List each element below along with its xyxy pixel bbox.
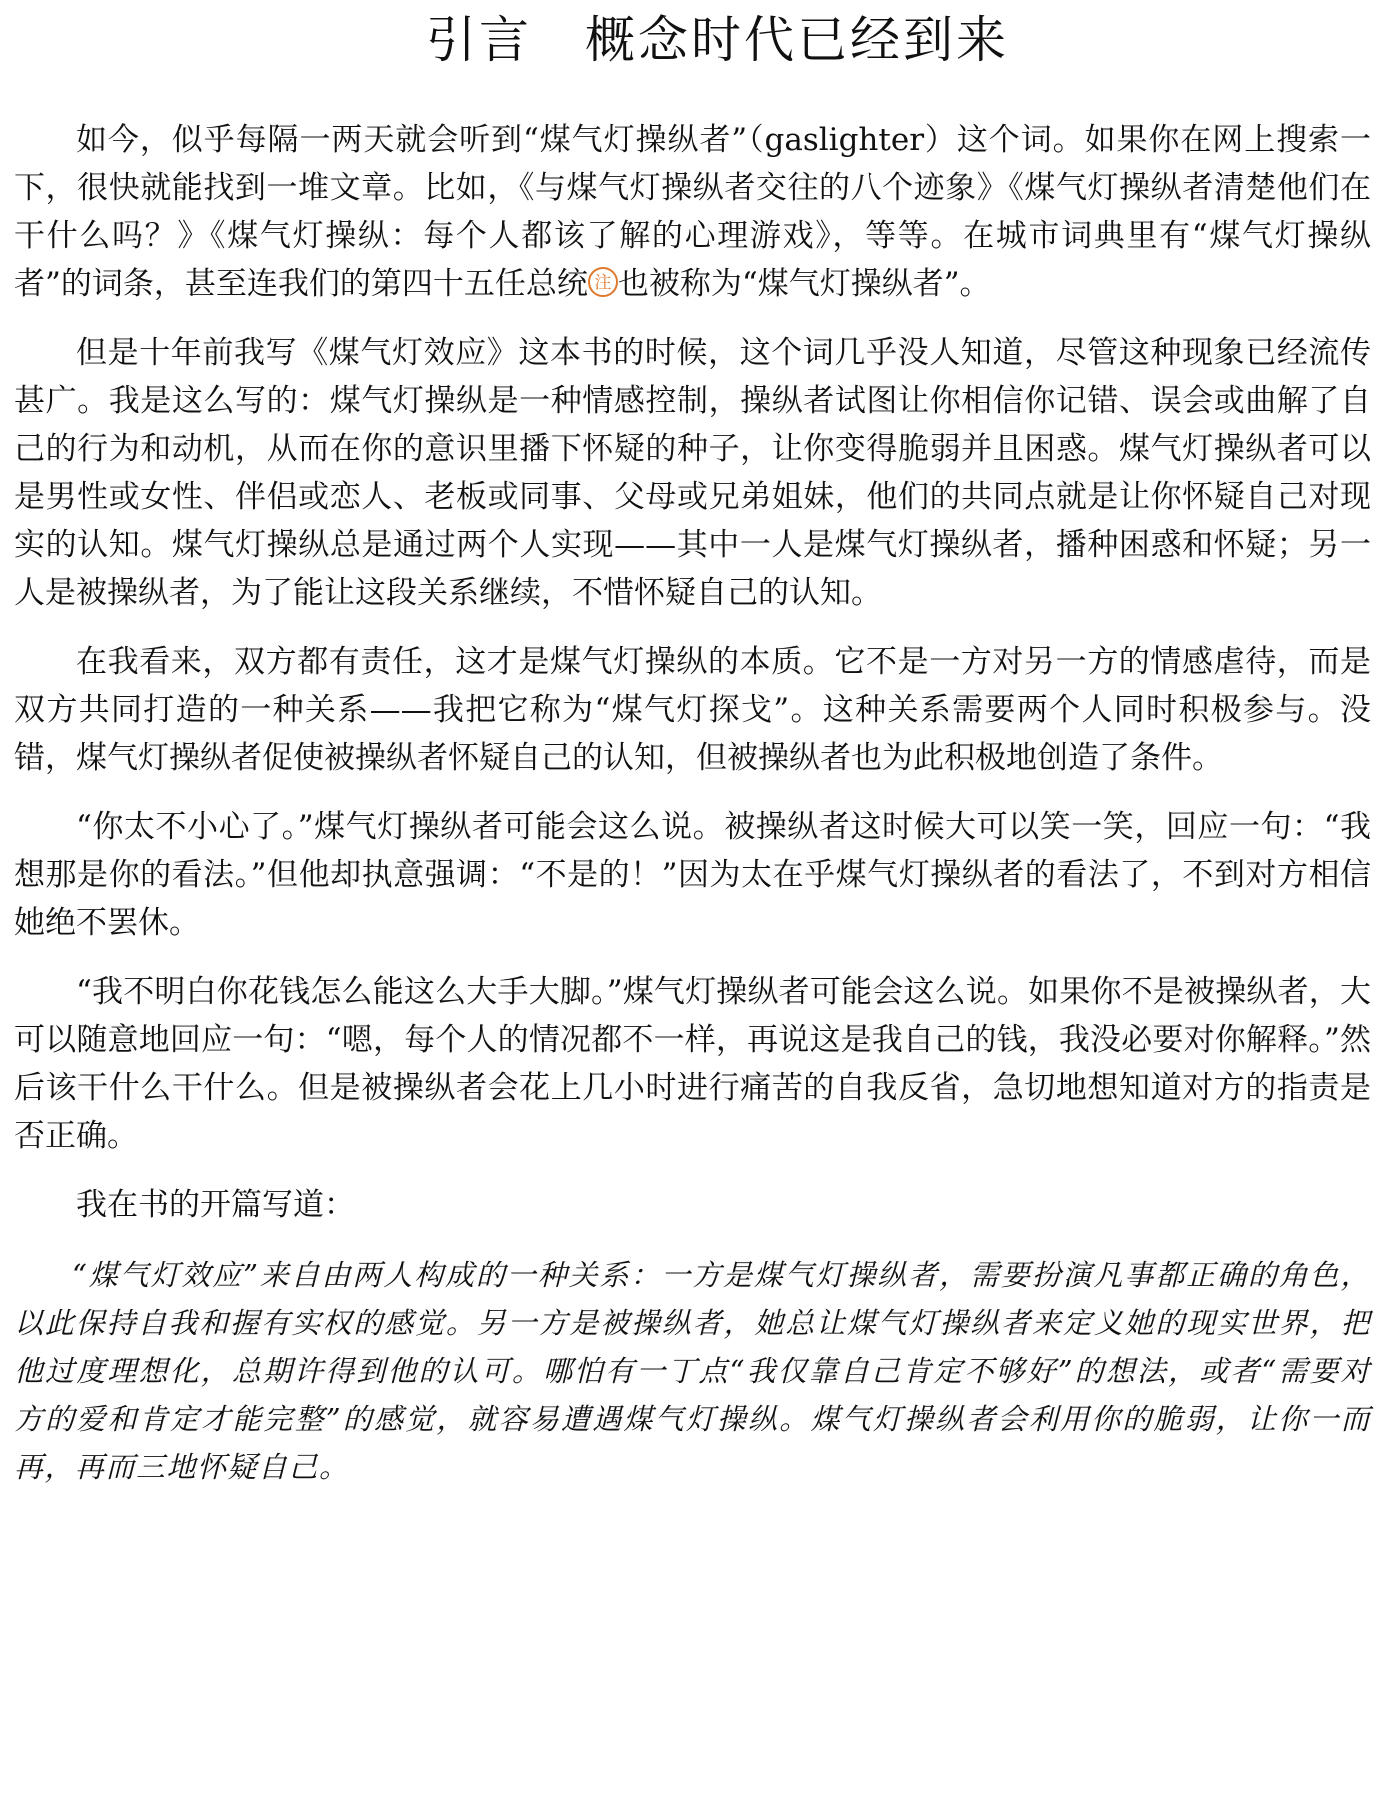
block-quote: “煤气灯效应”来自由两人构成的一种关系：一方是煤气灯操纵者，需要扮演凡事都正确的角色，以此保持自我和握有实权的感觉。另一方是被操纵者，她总让煤气灯操纵者来定义她的现实世界，把他过度理想化，总期许得到他的认可。哪怕有一丁点“我仅靠自己肯定不够好”的想法，或者“需要对方的爱和肯定才能完整”的感觉，就容易遭遇煤气灯操纵。煤气灯操纵者会利用你的脆弱，让你一而再，再而三地怀疑自己。 xyxy=(14,1258,1371,1484)
paragraph-1-text-before-note: 如今，似乎每隔一两天就会听到“煤气灯操纵者”（gaslighter）这个词。如果你在网上搜索一下，很快就能找到一堆文章。比如，《与煤气灯操纵者交往的八个迹象》《煤气灯操纵者清楚他们在干什么吗？》《煤气灯操纵：每个人都该了解的心理游戏》，等等。在城市词典里有“煤气灯操纵者”的词条，甚至连我们的第四十五任总统 xyxy=(14,122,1371,302)
paragraph-4: “你太不小心了。”煤气灯操纵者可能会这么说。被操纵者这时候大可以笑一笑，回应一句：“我想那是你的看法。”但他却执意强调：“不是的！”因为太在乎煤气灯操纵者的看法了，不到对方相信她绝不罢休。 xyxy=(14,809,1371,941)
paragraph-5: “我不明白你花钱怎么能这么大手大脚。”煤气灯操纵者可能会这么说。如果你不是被操纵者，大可以随意地回应一句：“嗯，每个人的情况都不一样，再说这是我自己的钱，我没必要对你解释。”然后该干什么干什么。但是被操纵者会花上几小时进行痛苦的自我反省，急切地想知道对方的指责是否正确。 xyxy=(14,974,1371,1154)
paragraph-2: 但是十年前我写《煤气灯效应》这本书的时候，这个词几乎没人知道，尽管这种现象已经流传甚广。我是这么写的：煤气灯操纵是一种情感控制，操纵者试图让你相信你记错、误会或曲解了自己的行为和动机，从而在你的意识里播下怀疑的种子，让你变得脆弱并且困惑。煤气灯操纵者可以是男性或女性、伴侣或恋人、老板或同事、父母或兄弟姐妹，他们的共同点就是让你怀疑自己对现实的认知。煤气灯操纵总是通过两个人实现——其中一人是煤气灯操纵者，播种困惑和怀疑；另一人是被操纵者，为了能让这段关系继续，不惜怀疑自己的认知。 xyxy=(14,335,1371,611)
paragraph-1 xyxy=(14,116,1371,308)
paragraph-6: 我在书的开篇写道： xyxy=(76,1187,355,1223)
paragraph-1-text-after-note: 也被称为“煤气灯操纵者”。 xyxy=(617,266,991,302)
paragraph-3: 在我看来，双方都有责任，这才是煤气灯操纵的本质。它不是一方对另一方的情感虐待，而是双方共同打造的一种关系——我把它称为“煤气灯探戈”。这种关系需要两个人同时积极参与。没错，煤气灯操纵者促使被操纵者怀疑自己的认知，但被操纵者也为此积极地创造了条件。 xyxy=(14,644,1371,776)
footnote-marker-icon[interactable]: 注 xyxy=(588,267,618,297)
chapter-title: 引言 概念时代已经到来 xyxy=(426,11,1009,69)
